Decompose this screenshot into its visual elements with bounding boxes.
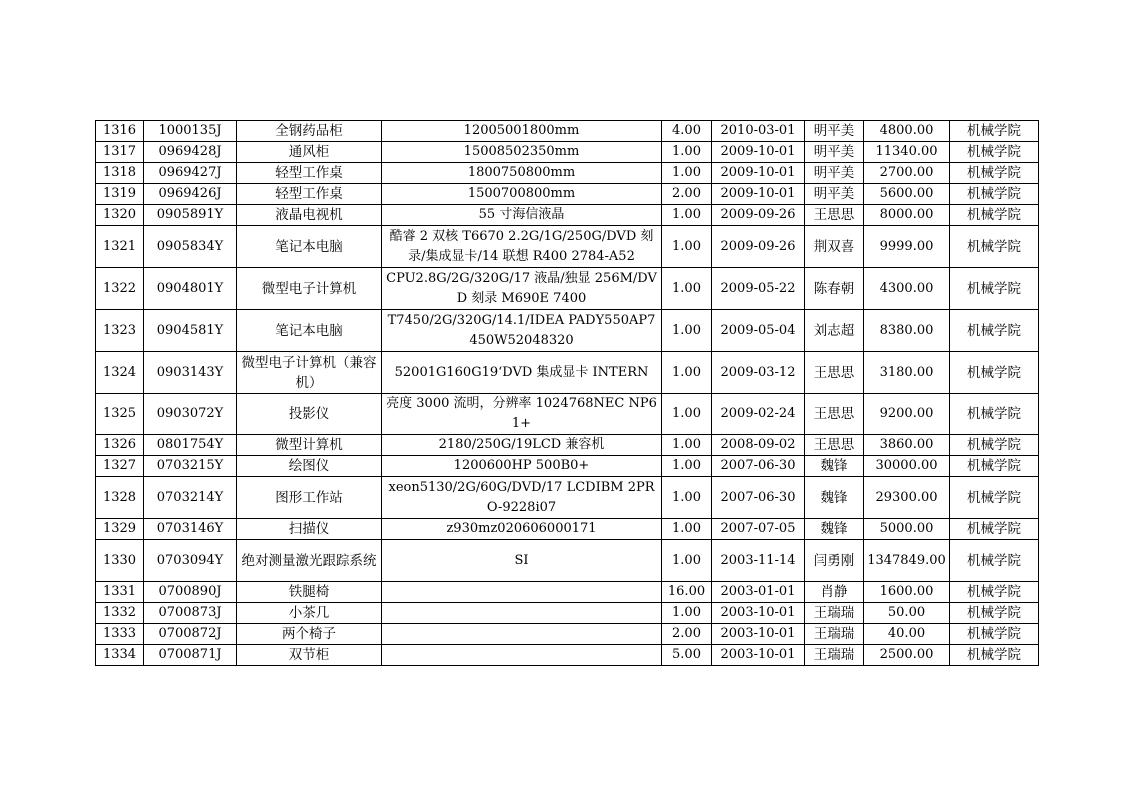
asset-code-cell: 0700873J bbox=[144, 603, 237, 624]
date-cell: 2003-10-01 bbox=[712, 645, 805, 666]
price-cell: 4800.00 bbox=[864, 121, 950, 142]
custodian-cell: 王思思 bbox=[805, 352, 864, 394]
row-number-cell: 1331 bbox=[96, 582, 144, 603]
asset-name-cell: 绝对测量激光跟踪系统 bbox=[237, 540, 382, 582]
price-cell: 4300.00 bbox=[864, 268, 950, 310]
asset-code-cell: 0700871J bbox=[144, 645, 237, 666]
custodian-cell: 明平美 bbox=[805, 121, 864, 142]
asset-code-cell: 0903072Y bbox=[144, 394, 237, 435]
row-number-cell: 1333 bbox=[96, 624, 144, 645]
price-cell: 8380.00 bbox=[864, 310, 950, 352]
quantity-cell: 1.00 bbox=[662, 435, 712, 456]
quantity-cell: 4.00 bbox=[662, 121, 712, 142]
custodian-cell: 明平美 bbox=[805, 163, 864, 184]
date-cell: 2007-07-05 bbox=[712, 519, 805, 540]
specification-cell: CPU2.8G/2G/320G/17 液晶/独显 256M/DVD 刻录 M690E 7400 bbox=[382, 268, 662, 310]
department-cell: 机械学院 bbox=[950, 121, 1039, 142]
row-number-cell: 1323 bbox=[96, 310, 144, 352]
row-number-cell: 1327 bbox=[96, 456, 144, 477]
department-cell: 机械学院 bbox=[950, 456, 1039, 477]
price-cell: 8000.00 bbox=[864, 205, 950, 226]
date-cell: 2009-03-12 bbox=[712, 352, 805, 394]
custodian-cell: 王瑞瑞 bbox=[805, 645, 864, 666]
specification-cell: SI bbox=[382, 540, 662, 582]
department-cell: 机械学院 bbox=[950, 268, 1039, 310]
table-row bbox=[96, 645, 1039, 666]
quantity-cell: 1.00 bbox=[662, 310, 712, 352]
quantity-cell: 2.00 bbox=[662, 184, 712, 205]
department-cell: 机械学院 bbox=[950, 435, 1039, 456]
row-number-cell: 1316 bbox=[96, 121, 144, 142]
row-number-cell: 1317 bbox=[96, 142, 144, 163]
date-cell: 2009-10-01 bbox=[712, 184, 805, 205]
asset-name-cell: 图形工作站 bbox=[237, 477, 382, 519]
quantity-cell: 1.00 bbox=[662, 142, 712, 163]
date-cell: 2003-10-01 bbox=[712, 603, 805, 624]
specification-cell: z930mz020606000171 bbox=[382, 519, 662, 540]
department-cell: 机械学院 bbox=[950, 582, 1039, 603]
asset-name-cell: 绘图仪 bbox=[237, 456, 382, 477]
department-cell: 机械学院 bbox=[950, 624, 1039, 645]
date-cell: 2009-02-24 bbox=[712, 394, 805, 435]
price-cell: 3860.00 bbox=[864, 435, 950, 456]
asset-code-cell: 0700890J bbox=[144, 582, 237, 603]
asset-code-cell: 0801754Y bbox=[144, 435, 237, 456]
asset-name-cell: 轻型工作桌 bbox=[237, 184, 382, 205]
table-row bbox=[96, 603, 1039, 624]
table-row bbox=[96, 310, 1039, 352]
table-row bbox=[96, 226, 1039, 268]
table-row bbox=[96, 456, 1039, 477]
specification-cell: 2180/250G/19LCD 兼容机 bbox=[382, 435, 662, 456]
row-number-cell: 1324 bbox=[96, 352, 144, 394]
asset-name-cell: 双节柜 bbox=[237, 645, 382, 666]
specification-cell: 1500700800mm bbox=[382, 184, 662, 205]
quantity-cell: 1.00 bbox=[662, 456, 712, 477]
specification-cell bbox=[382, 624, 662, 645]
specification-cell bbox=[382, 603, 662, 624]
asset-name-cell: 全钢药品柜 bbox=[237, 121, 382, 142]
asset-code-cell: 0703214Y bbox=[144, 477, 237, 519]
department-cell: 机械学院 bbox=[950, 394, 1039, 435]
asset-code-cell: 1000135J bbox=[144, 121, 237, 142]
specification-cell: 55 寸海信液晶 bbox=[382, 205, 662, 226]
specification-cell bbox=[382, 582, 662, 603]
table-row bbox=[96, 477, 1039, 519]
quantity-cell: 1.00 bbox=[662, 163, 712, 184]
price-cell: 5000.00 bbox=[864, 519, 950, 540]
asset-name-cell: 铁腿椅 bbox=[237, 582, 382, 603]
department-cell: 机械学院 bbox=[950, 603, 1039, 624]
asset-code-cell: 0905891Y bbox=[144, 205, 237, 226]
date-cell: 2003-01-01 bbox=[712, 582, 805, 603]
table-row bbox=[96, 519, 1039, 540]
date-cell: 2003-11-14 bbox=[712, 540, 805, 582]
asset-name-cell: 笔记本电脑 bbox=[237, 310, 382, 352]
department-cell: 机械学院 bbox=[950, 519, 1039, 540]
asset-name-cell: 通风柜 bbox=[237, 142, 382, 163]
quantity-cell: 1.00 bbox=[662, 540, 712, 582]
row-number-cell: 1329 bbox=[96, 519, 144, 540]
custodian-cell: 肖静 bbox=[805, 582, 864, 603]
price-cell: 29300.00 bbox=[864, 477, 950, 519]
department-cell: 机械学院 bbox=[950, 352, 1039, 394]
table-row bbox=[96, 540, 1039, 582]
asset-name-cell: 微型电子计算机 bbox=[237, 268, 382, 310]
custodian-cell: 魏锋 bbox=[805, 456, 864, 477]
custodian-cell: 王思思 bbox=[805, 205, 864, 226]
custodian-cell: 明平美 bbox=[805, 184, 864, 205]
price-cell: 9999.00 bbox=[864, 226, 950, 268]
table-row bbox=[96, 142, 1039, 163]
asset-code-cell: 0904801Y bbox=[144, 268, 237, 310]
quantity-cell: 5.00 bbox=[662, 645, 712, 666]
custodian-cell: 刘志超 bbox=[805, 310, 864, 352]
table-row bbox=[96, 205, 1039, 226]
quantity-cell: 16.00 bbox=[662, 582, 712, 603]
table-row bbox=[96, 582, 1039, 603]
custodian-cell: 明平美 bbox=[805, 142, 864, 163]
asset-code-cell: 0703215Y bbox=[144, 456, 237, 477]
row-number-cell: 1328 bbox=[96, 477, 144, 519]
department-cell: 机械学院 bbox=[950, 310, 1039, 352]
asset-name-cell: 液晶电视机 bbox=[237, 205, 382, 226]
table-row bbox=[96, 268, 1039, 310]
custodian-cell: 荆双喜 bbox=[805, 226, 864, 268]
price-cell: 9200.00 bbox=[864, 394, 950, 435]
quantity-cell: 1.00 bbox=[662, 394, 712, 435]
asset-name-cell: 投影仪 bbox=[237, 394, 382, 435]
department-cell: 机械学院 bbox=[950, 540, 1039, 582]
price-cell: 2500.00 bbox=[864, 645, 950, 666]
custodian-cell: 魏锋 bbox=[805, 477, 864, 519]
date-cell: 2007-06-30 bbox=[712, 456, 805, 477]
row-number-cell: 1320 bbox=[96, 205, 144, 226]
table-row bbox=[96, 435, 1039, 456]
asset-code-cell: 0903143Y bbox=[144, 352, 237, 394]
specification-cell: 15008502350mm bbox=[382, 142, 662, 163]
price-cell: 1600.00 bbox=[864, 582, 950, 603]
row-number-cell: 1322 bbox=[96, 268, 144, 310]
asset-code-cell: 0969426J bbox=[144, 184, 237, 205]
table-row bbox=[96, 121, 1039, 142]
asset-code-cell: 0969427J bbox=[144, 163, 237, 184]
quantity-cell: 1.00 bbox=[662, 603, 712, 624]
quantity-cell: 1.00 bbox=[662, 477, 712, 519]
department-cell: 机械学院 bbox=[950, 142, 1039, 163]
custodian-cell: 王瑞瑞 bbox=[805, 624, 864, 645]
table-row bbox=[96, 352, 1039, 394]
department-cell: 机械学院 bbox=[950, 184, 1039, 205]
specification-cell: 52001G160G19‘DVD 集成显卡 INTERN bbox=[382, 352, 662, 394]
custodian-cell: 王思思 bbox=[805, 394, 864, 435]
specification-cell: 酷睿 2 双核 T6670 2.2G/1G/250G/DVD 刻录/集成显卡/14 联想 R400 2784-A52 bbox=[382, 226, 662, 268]
price-cell: 11340.00 bbox=[864, 142, 950, 163]
specification-cell: 12005001800mm bbox=[382, 121, 662, 142]
inventory-table bbox=[95, 120, 1039, 666]
date-cell: 2003-10-01 bbox=[712, 624, 805, 645]
row-number-cell: 1332 bbox=[96, 603, 144, 624]
date-cell: 2008-09-02 bbox=[712, 435, 805, 456]
department-cell: 机械学院 bbox=[950, 205, 1039, 226]
asset-code-cell: 0700872J bbox=[144, 624, 237, 645]
date-cell: 2007-06-30 bbox=[712, 477, 805, 519]
price-cell: 30000.00 bbox=[864, 456, 950, 477]
asset-code-cell: 0904581Y bbox=[144, 310, 237, 352]
row-number-cell: 1325 bbox=[96, 394, 144, 435]
date-cell: 2009-09-26 bbox=[712, 205, 805, 226]
asset-code-cell: 0969428J bbox=[144, 142, 237, 163]
asset-name-cell: 小茶几 bbox=[237, 603, 382, 624]
date-cell: 2009-05-22 bbox=[712, 268, 805, 310]
date-cell: 2009-10-01 bbox=[712, 142, 805, 163]
quantity-cell: 1.00 bbox=[662, 519, 712, 540]
custodian-cell: 王思思 bbox=[805, 435, 864, 456]
asset-name-cell: 扫描仪 bbox=[237, 519, 382, 540]
date-cell: 2009-09-26 bbox=[712, 226, 805, 268]
custodian-cell: 王瑞瑞 bbox=[805, 603, 864, 624]
asset-code-cell: 0905834Y bbox=[144, 226, 237, 268]
custodian-cell: 陈春朝 bbox=[805, 268, 864, 310]
table-row bbox=[96, 163, 1039, 184]
asset-name-cell: 笔记本电脑 bbox=[237, 226, 382, 268]
row-number-cell: 1330 bbox=[96, 540, 144, 582]
price-cell: 40.00 bbox=[864, 624, 950, 645]
quantity-cell: 1.00 bbox=[662, 352, 712, 394]
custodian-cell: 魏锋 bbox=[805, 519, 864, 540]
specification-cell: xeon5130/2G/60G/DVD/17 LCDIBM 2PRO-9228i07 bbox=[382, 477, 662, 519]
specification-cell: 亮度 3000 流明，分辨率 1024768NEC NP61+ bbox=[382, 394, 662, 435]
specification-cell bbox=[382, 645, 662, 666]
quantity-cell: 1.00 bbox=[662, 205, 712, 226]
department-cell: 机械学院 bbox=[950, 477, 1039, 519]
asset-name-cell: 微型电子计算机（兼容机） bbox=[237, 352, 382, 394]
date-cell: 2009-10-01 bbox=[712, 163, 805, 184]
specification-cell: 1200600HP 500B0+ bbox=[382, 456, 662, 477]
row-number-cell: 1319 bbox=[96, 184, 144, 205]
date-cell: 2009-05-04 bbox=[712, 310, 805, 352]
quantity-cell: 1.00 bbox=[662, 226, 712, 268]
department-cell: 机械学院 bbox=[950, 163, 1039, 184]
specification-cell: T7450/2G/320G/14.1/IDEA PADY550AP7450W52048320 bbox=[382, 310, 662, 352]
asset-name-cell: 微型计算机 bbox=[237, 435, 382, 456]
inventory-table-body bbox=[96, 121, 1039, 666]
asset-name-cell: 两个椅子 bbox=[237, 624, 382, 645]
row-number-cell: 1321 bbox=[96, 226, 144, 268]
asset-code-cell: 0703146Y bbox=[144, 519, 237, 540]
quantity-cell: 1.00 bbox=[662, 268, 712, 310]
specification-cell: 1800750800mm bbox=[382, 163, 662, 184]
price-cell: 5600.00 bbox=[864, 184, 950, 205]
custodian-cell: 闫勇刚 bbox=[805, 540, 864, 582]
price-cell: 1347849.00 bbox=[864, 540, 950, 582]
row-number-cell: 1318 bbox=[96, 163, 144, 184]
asset-name-cell: 轻型工作桌 bbox=[237, 163, 382, 184]
date-cell: 2010-03-01 bbox=[712, 121, 805, 142]
row-number-cell: 1334 bbox=[96, 645, 144, 666]
price-cell: 2700.00 bbox=[864, 163, 950, 184]
price-cell: 3180.00 bbox=[864, 352, 950, 394]
quantity-cell: 2.00 bbox=[662, 624, 712, 645]
table-row bbox=[96, 624, 1039, 645]
department-cell: 机械学院 bbox=[950, 645, 1039, 666]
row-number-cell: 1326 bbox=[96, 435, 144, 456]
price-cell: 50.00 bbox=[864, 603, 950, 624]
table-row bbox=[96, 184, 1039, 205]
department-cell: 机械学院 bbox=[950, 226, 1039, 268]
table-row bbox=[96, 394, 1039, 435]
asset-code-cell: 0703094Y bbox=[144, 540, 237, 582]
